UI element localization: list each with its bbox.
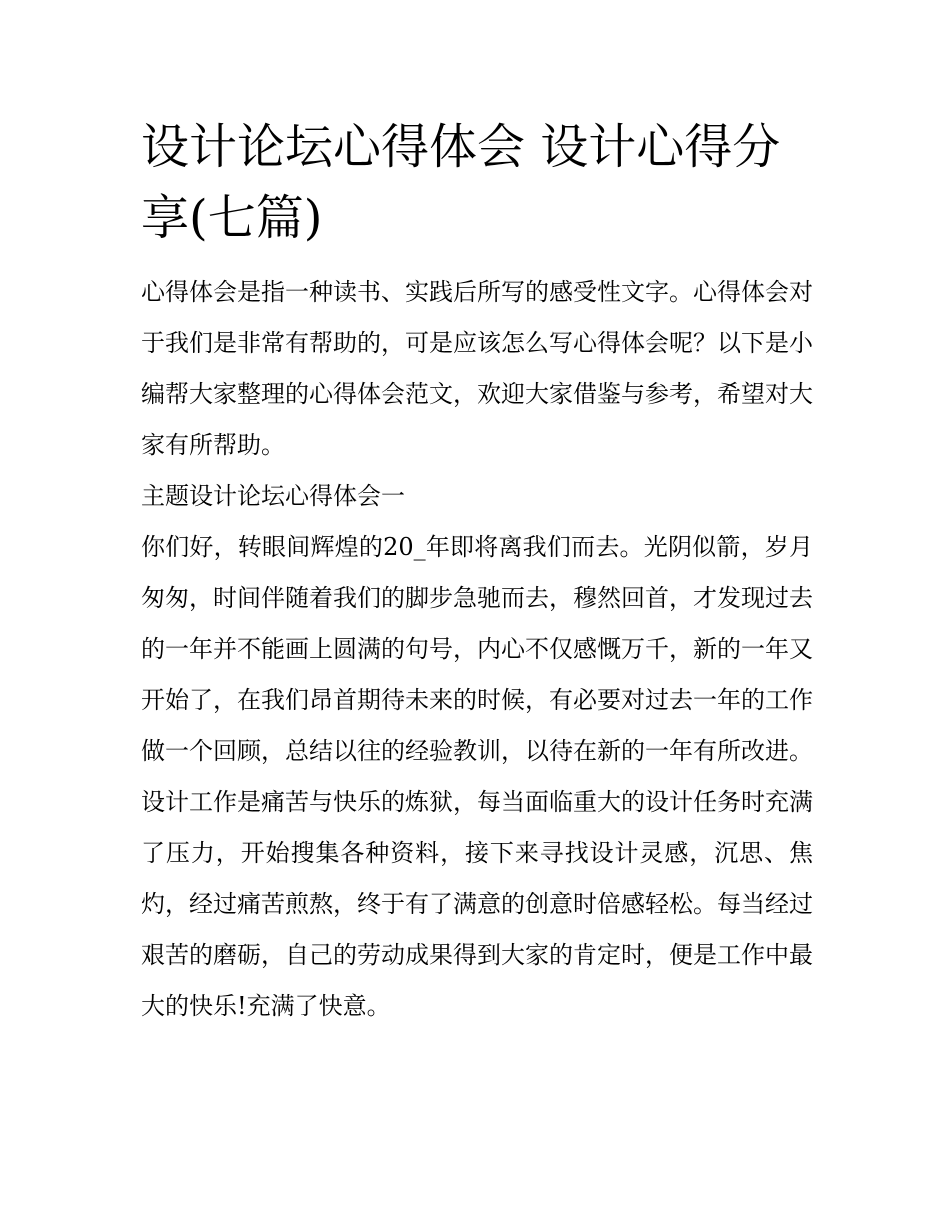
body-paragraph-1: 你们好，转眼间辉煌的20_年即将离我们而去。光阴似箭，岁月匆匆，时间伴随着我们的脚步急驰而去，穆然回首，才发现过去的一年并不能画上圆满的句号，内心不仅感慨万千，新的一年又开始了，在我们昂首期待未来的时候，有必要对过去一年的工作做一个回顾，总结以往的经验教训，以待在新的一年有所改进。: [141, 533, 813, 765]
document-body: [141, 112, 813, 1032]
section-heading: 主题设计论坛心得体会一: [141, 482, 405, 510]
body-paragraph-2: 设计工作是痛苦与快乐的炼狱，每当面临重大的设计任务时充满了压力，开始搜集各种资料，接下来寻找设计灵感，沉思、焦灼，经过痛苦煎熬，终于有了满意的创意时倍感轻松。每当经过艰苦的磨砺，自己的劳动成果得到大家的肯定时，便是工作中最大的快乐!充满了快意。: [141, 788, 813, 1020]
intro-paragraph: 心得体会是指一种读书、实践后所写的感受性文字。心得体会对于我们是非常有帮助的，可是应该怎么写心得体会呢？以下是小编帮大家整理的心得体会范文，欢迎大家借鉴与参考，希望对大家有所帮助。: [141, 278, 813, 459]
document-title: 设计论坛心得体会 设计心得分享(七篇): [141, 119, 781, 246]
